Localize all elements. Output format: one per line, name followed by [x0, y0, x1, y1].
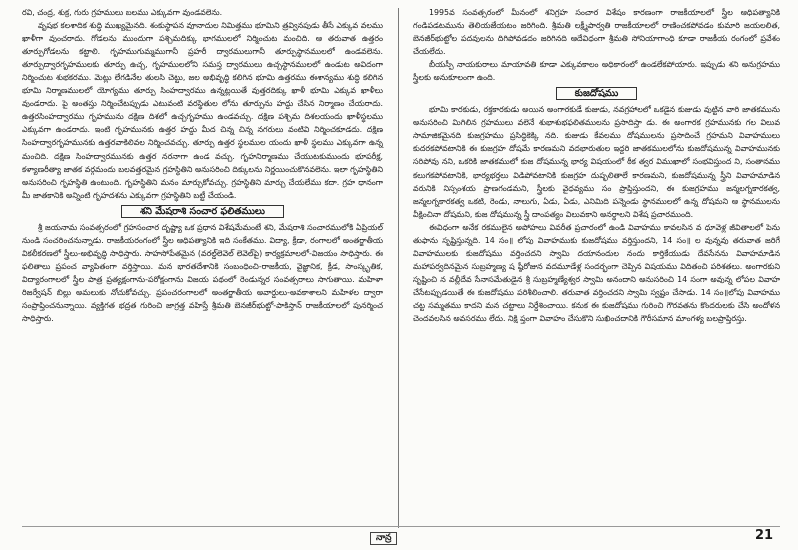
kuja-paragraph-2: ఈవిధంగా అనేక రకములైన అపోహలు వివరీత ప్రచారంలో ఉండి వివాహము కావలసిన వ ధూవెళ్ల జీవితాలలో పెను తుఫాను సృష్టిస్తున్నది. 14 సం॥ లోపు వివాహముకు కుజదోషము వర్తిస్తుందని, 14 సం॥ ల వున్నవు తరువాత జరిగే వివాహములకు కుజదోషము వర్తించదని స్వామి దయానందుల నందు కార్తికేయుడు దేవసేనను వివాహమాడిన మహాపర్వదినమైన సుబ్రహ్మణ్య ష ష్ఠీరోజున వదమూడేళ్ల సందర్భంగా చెప్పిన విషయము విదితంచి పరిశతలు. అంగారకుని సృష్టించి న వల్లీదేవ సేనాసమేతుడైన శ్రీ సుబ్రహ్మణ్యేశ్వర స్వామి అనందాని అనుసరించి 14 సంగా అవున్న లోపల వివాహ చేసేటప్పుడయితే ఈ కుజదోషము పరిశీలించాలి. తరువాత వర్తించదని స్వామి స్వష్టం చేసాడు. 14 సం॥లోపు వివాహము చట్ట సమ్మతము కాదని మన చట్టాలు నిర్దేశించాయి. కనుక ఈ కుజదోషము గురించి గౌరవతను కొందరులకు చేసి అందోళన చెందవలసిన అవసరము లేదు. నిక్షి ప్తంగా వివాహం చేసుకొని సుఖించదానికి గౌరీసమాన మాంగళ్య బలప్రాప్తిరస్తు. — [413, 222, 780, 324]
construction-paragraph: వృషభ కలశాదిక శుద్ధి ముఖ్యమైనది. శంకుస్థాపన వూనాదుల నిమిత్తము భూమిని త్రవ్వినపుడు తీసే ఎక్కువ వలము ఖాళీగా వుంచరాదు. గోడలను ముందుగా పశ్చిమదిక్కు భాగములలో నిర్మించుట మంచిది. ఆ తరువాత ఉత్తరం తూర్పుగోడలను కట్టాలి. గృహముగుమ్మముగానీ ప్రహరీ ద్వారములుగానీ తూర్పుస్థానములలో ఉండవలెను. తూర్పుద్వారగృహములకు తూర్పు ఉచ్చ, గృహములలోని సమస్త ద్వారములు ఉచ్చస్థానములలో ఉండుట అవిదంగా నిర్మించుట శుభకరము. మెట్లు లేగడినేల తులసి చెట్టు, జల అభివృద్ధి కలిగిన భూమి ఉత్తరము ఈశాన్యము శుద్ధి కలిగిన భూమి నిర్మాణములలో యోగ్యము తూర్పు సింహద్వారము ఉన్నట్లయితే వుత్తరదిక్కు ఖాళీ భూమి ఎక్కువ ఖాళీలు వుండరాదు. పై అంతస్తు నిర్మించేటప్పుడు ఎటువంటి వరస్థితుల లోను తూర్పును హద్దు చేసిన నిర్మాణం చేయరాదు. ఉత్తరసింహద్వారము గృహమును దక్షిణ దిశలో ఉచ్చగృహము ఉండవచ్చు. దక్షిణ పశ్చిమ దిశలయందు ఖాళీస్థలము ఎక్కువగా ఉండరాదు. ఇంటి గృహమునకు ఉత్తర హద్దు మీద చిన్న చిన్న నగరులు వంటివి నిర్మించకూడదు. దక్షిణ సింహద్వారగృహమునకు ఉత్తరవాకిలివల నిర్మించవచ్చు. తూర్పు ఉత్తర స్థలముల యందు ఖాళీ స్థలము ఎక్కువగా ఉన్న మంచిది. దక్షిణ సింహద్వారమునకు ఉత్తర నరనాగా ఉండ వచ్చు. గృహనిర్మాణము చేయుటకుముందు భూపరీక్ష, కళ్యాణరీత్యా జాతక వర్గమందు బలవత్తరమైన గ్రహస్థితిని అనుసరించి దిక్కులను నిర్ణయించుకొనవలెను. ఇలా గృహస్థితిని అనుసరించి గృహస్థితి ఉంటుంది. గృహస్థితిని మనం మార్చుకోవచ్చు. గ్రహస్థితిని మార్చు చేయలేము కదా. గ్రహ ధానంగా మీ జాతకానికి అన్నింటి గృహదశను ఎక్కువగా గ్రహస్థితిని బట్టీ చేయండి. — [22, 21, 383, 200]
magazine-logo: నాన్ర — [370, 532, 397, 545]
heading-kuja-text: కుజదోషము — [556, 87, 638, 100]
bsp-paragraph: బీయస్పీ నాయకురాలు మాయావతి కూడా ఎక్కువకాలం అధికారంలో ఉండలేకపోయారు. ఇప్పుడు శని అనుగ్రహము స్త్రీలకు అనుకూలంగా ఉంది. — [413, 60, 780, 83]
section-heading-saturn — [22, 204, 383, 219]
saturn-paragraph: శ్రీ జయనామ సంవత్సరంలో గ్రహసంచార దృష్ట్యా ఒక ప్రధాన విశేషమేమంటే శని, మేషరాశి సంచారములోకి ఏప్రియల్ నుండి సంచరించనున్నాడు. రాజకీయరంగంలో స్త్రీల ఆధిపత్యానికి ఇది సంకేతము. విద్యా, క్రీడా, రంగాలలో అంతర్జాతీయ వికలీకరణలో స్త్రీలు-అభివృద్ధి సాధిస్తారు. సాహసోపేతమైన (వరల్డ్‌లెవెల్ లెవెల్‌పై) కార్యక్రమాలలో-విజయం సాధిస్తారు. ఈ ఫలితాలు ప్రపంచ వ్యాపితంగా వర్తిస్తాయి. మన భారతదేశానికి సంబంధించి-రాజకీయ, వైజ్ఞానిక, క్రీడ, సాంస్కృతిక, విద్యారంగాలలో స్త్రీల పాత్ర ప్రత్యక్షంగాను-పరోక్షంగాను విజయ పథంలో రెండున్నర సంవత్సరాలు సాగుతాయి. మహిళా రిజర్వేషన్ బిల్లు అమలుకు నోచుకోవచ్చు. ప్రపంచరంగాలలో అంతర్జాతీయ అవార్డులు-అవకాశాలని మహిళల ద్వారా సంప్రాప్తించనున్నాయి. వ్యక్తిగత భద్రత గురించి జాగ్రత్త వహిస్తే శ్రీమతి బెనజీర్‌భుట్టో-పాకిస్తాన్ రాజకీయాలలో పునర్మించ సాధిస్తారు. — [22, 222, 383, 324]
right-column — [413, 6, 780, 325]
heading-saturn-text: శని మేషరాశి సంచార ఫలితములు — [121, 205, 284, 218]
kuja-paragraph-1: భూమి కారకుడు, రక్తకారకుడు అయిన అంగారకుడే కుజుడు, నవగ్రహాలలో ఒకడైన కుజుడు వుట్టిన వారి జాతకమును అనుసరించి మిగిలిన గ్రహములు వలెనే శుభాశుభఫలితములను ప్రసాదిస్తా డు. ఈ అంగారక గ్రహమునకు గల విలువ సామాజికమైనది కుజగ్రహము ప్రసిద్ధికెక్కి నది. కుజుడు కేవలము దోషములను ప్రసాదించే గ్రహమని వివాహములు కుదరకపోవటానికి ఈ కుజగ్రహ దోషమే కారణమని వదభారుతుల ఇద్దరి జాతకములలోను కుజదోషమున్న వివాహమునకు సరిపోవు నని, ఒకరికి జాతకములో కుజ దోషమున్న భార్య విషయంలో ఠీక త్వర విముఖాలో సంభవిస్తుంద ని, సంతానము కలుగకపోవటానికి, భార్యభర్తలు విడిపోవటానికి కుజగ్రహ దుష్ఫలితాలే కారణమని, కుజదోషమున్న స్త్రీని వివాహమాడిన వరునికి నిస్సంశయ ప్రాణగండమని, స్త్రీలకు వైధవ్యము సం ప్రాప్తిస్తుందని, ఈ కుజగ్రహము జన్మలగ్నకారకత్వ, జన్మలగ్నకారకత్వ ఒకటి, రెండు, నాలుగు, ఏడు, ఏడు, ఎనిమిది పన్నెండు స్థానములలో ఉన్న దోషమని ఆ స్థానములను వీక్షించినా దోషమని, కుజ దోషమున్న స్త్రీ దాంపత్యం విలువకాని అనర్థాలని విశేష ప్రచారముంది. — [413, 105, 780, 219]
page-number: 21 — [755, 528, 774, 543]
left-column — [22, 6, 383, 325]
column-divider — [398, 8, 399, 528]
section-heading-kuja — [413, 86, 780, 101]
footer-rule — [22, 526, 780, 527]
year-paragraph: 1995వ సంవత్సరంలో మీనంలో శనిగ్రహ సంచార విశేషం కారణంగా రాజకీయాలలో స్త్రీల ఆధిపత్యానికి గండిపడటమును తెలియజేయటం జరిగింది. శ్రీమతి లక్ష్మీపార్వతి రాజకీయాలలో రాణించకపోవడం కుమారి జయలలిత, బెనజీర్‌భుట్టోల పదవులను దిగిపోవడదం జరిగినది ఆదేవిధంగా శ్రీమతి సోనియాగాంధి కూడా రాజకీయ రంగంలో ప్రవేశం చేయలేదు. — [413, 8, 780, 57]
intro-paragraph: రవి, చంద్ర, శుక్ర, గురు గ్రహములు బలము ఎక్కువగా వుండవలెను. — [22, 8, 223, 17]
